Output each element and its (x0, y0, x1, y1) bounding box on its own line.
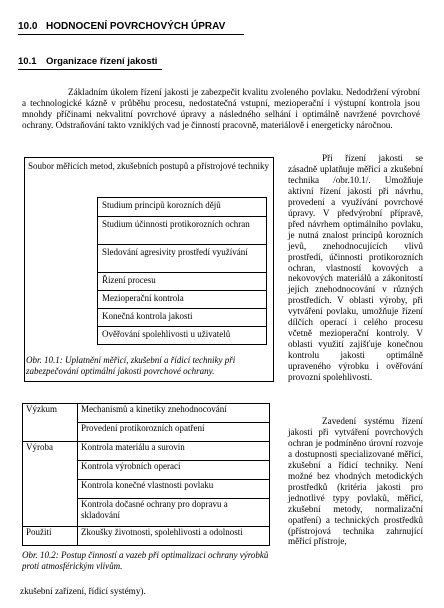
figure-10-2-caption: Obr. 10.2: Postup činností a vazeb při optimalizaci ochrany výrobků proti atmosférickým vlivům. (22, 550, 269, 571)
category-cell (23, 461, 78, 480)
table-row (23, 404, 270, 423)
activity-cell: Kontrola dočasné ochrany pro dopravu a skladování (78, 499, 270, 527)
section-number: 10.1 (18, 56, 37, 67)
chapter-number: 10.0 (18, 21, 38, 32)
continuation-text: zkušební zařízení, řídicí systémy). (20, 586, 146, 596)
technique-item: Ověřování spolehlivosti u uživatelů (97, 326, 267, 345)
intro-paragraph: Základním úkolem řízení jakosti je zabezpečit kvalitu zvoleného povlaku. Nedodržení výrobní a technologické kázně v průběhu procesu, nedostatečná vstupní, mezioperační i výstupní kontrola jsou mnohdy příčinami nekvalitní povrchové úpravy a následného selhání i optimálně navržené povrchové ochrany. Odstraňování takto vzniklých vad je činností pracovně, materiálově i energeticky náročnou. (22, 87, 420, 130)
section-title: Organizace řízení jakosti (46, 56, 158, 67)
activity-cell: Kontrola materiálu a surovin (78, 442, 270, 461)
technique-item: Mezioperační kontrola (97, 290, 267, 309)
category-cell: Použití (23, 527, 78, 546)
category-cell: Výzkum (23, 404, 78, 423)
activity-cell: Zkoušky životnosti, spolehlivosti a odolnosti (78, 527, 270, 546)
technique-item: Konečná kontrola jakosti (97, 308, 267, 327)
section-heading (18, 56, 162, 70)
category-cell: Výroba (23, 442, 78, 461)
technique-item: Řízení procesu (97, 272, 267, 291)
technique-item: Sledování agresivity prostředí využívání (97, 244, 267, 273)
table-row (23, 423, 270, 442)
activity-cell: Mechanismů a kinetiky znehodnocování (78, 404, 270, 423)
technique-item: Studium účinnosti protikorozních ochran (97, 216, 267, 245)
table-row (23, 499, 270, 527)
figure-10-1-title: Soubor měřicích metod, zkušebních postupů a přístrojové techniky (28, 161, 269, 171)
table-row (23, 480, 270, 499)
right-column-paragraph-1: Při řízení jakosti se zásadně uplatňuje měřicí a zkušební technika /obr.10.1/. Umožňuje aktivní řízení jakosti při návrhu, provedení a využívání povrchové úpravy. V předvýrobní přípravě, před návrhem optimálního povlaku, je nutná znalost principů korozních jevů, znehodnocujících vlivů prostředí, účinnosti protikorozních ochran, vlastností kovových a nekovových materiálů a zákonitostí jejich znehodnocování v různých prostředích. V oblasti výroby, při vytváření povlaku, umožňuje řízení dílčích operací i celého procesu včetně mezioperační kontroly. V oblasti využití zajišťuje konečnou kontrolu jakosti optimálně upraveného výrobku i ověřování provozní spolehlivosti. (288, 153, 423, 383)
technique-item: Studium principů korozních dějů (97, 197, 267, 217)
category-cell (23, 480, 78, 499)
chapter-title: HODNOCENÍ POVRCHOVÝCH ÚPRAV (46, 21, 226, 32)
category-cell (23, 499, 78, 527)
table-row (23, 527, 270, 546)
figure-10-2-table (22, 403, 270, 546)
right-column-paragraph-2: Zavedení systému řízení jakosti při vytváření povrchových ochran je podmíněno úrovní rozvoje a dostupnosti specializované měřicí, zkušební a řídicí techniky. Není možné bez vhodných metodických prostředků (kritéria jakosti pro jednotlivé typy povlaků, měřicí, zkušební metody, normalizační opatření) a technických prostředků (přístrojová technika zahrnující měřicí přístroje, (288, 416, 423, 547)
figure-10-1-caption: Obr. 10.1: Uplatnění měřicí, zkušební a řídicí techniky při zabezpečování optimální jakosti povrchové ochrany. (26, 355, 236, 376)
table-row (23, 461, 270, 480)
chapter-heading (18, 21, 244, 35)
table-row (23, 442, 270, 461)
category-cell (23, 423, 78, 442)
activity-cell: Provedení protikorozních opatření (78, 423, 270, 442)
activity-cell: Kontrola konečné vlastnosti povlaku (78, 480, 270, 499)
activity-cell: Kontrola výrobních operací (78, 461, 270, 480)
